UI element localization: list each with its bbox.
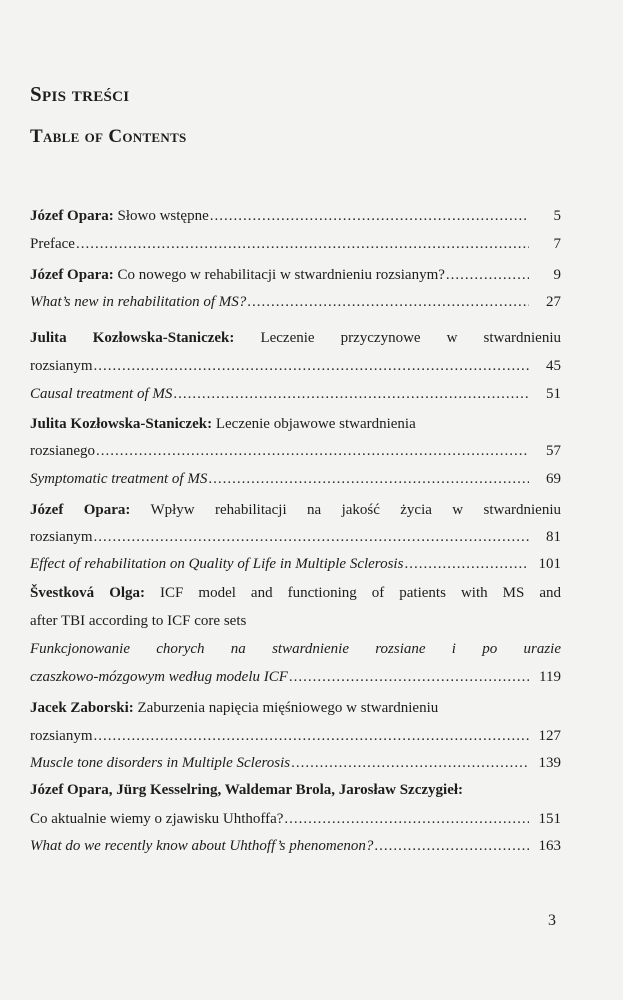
toc-page-number: 7: [553, 236, 561, 252]
toc-title: Effect of rehabilitation on Quality of Life in Multiple Sclerosis: [30, 556, 404, 572]
toc-page-number: 101: [538, 556, 561, 572]
toc-line: [30, 697, 561, 719]
toc-leader-dots: [374, 835, 529, 857]
toc-entry-text: [30, 752, 290, 774]
toc-page-number: 45: [546, 358, 561, 374]
toc-line: [30, 638, 561, 660]
heading-english: Table of Contents: [30, 126, 187, 147]
toc-entry-text: [30, 725, 92, 747]
toc-leader-dots: [247, 291, 529, 313]
toc-author: Julita Kozłowska-Staniczek:: [30, 416, 213, 432]
toc-line: [30, 233, 561, 255]
toc-entry-text: [30, 233, 75, 255]
toc-entry-text: [30, 582, 561, 604]
toc-leader-dots: [284, 808, 529, 830]
toc-line: [30, 835, 561, 857]
toc-line: [30, 553, 561, 575]
toc-entry-text: [30, 440, 95, 462]
toc-page-number: 151: [538, 811, 561, 827]
toc-page-number: 51: [546, 386, 561, 402]
toc-entry-text: [30, 808, 283, 830]
toc-title: Causal treatment of MS: [30, 386, 173, 402]
toc-leader-dots: [76, 233, 529, 255]
toc-leader-dots: [93, 725, 529, 747]
toc-page-number: 163: [538, 838, 561, 854]
toc-title: Muscle tone disorders in Multiple Sclerosis: [30, 755, 291, 771]
toc-line: [30, 291, 561, 313]
toc-leader-dots: [93, 355, 529, 377]
toc-author: Švestková Olga:: [30, 585, 146, 601]
toc-page-number: 27: [546, 294, 561, 310]
toc-line: [30, 582, 561, 604]
toc-line: [30, 610, 561, 632]
toc-title: rozsianego: [30, 443, 95, 459]
toc-entry-text: [30, 526, 92, 548]
toc-title: rozsianym: [30, 358, 93, 374]
toc-entry-text: [30, 355, 92, 377]
toc-entry-text: [30, 835, 373, 857]
toc-line: [30, 468, 561, 490]
toc-leader-dots: [404, 553, 529, 575]
toc-line: [30, 779, 561, 801]
toc-title: Co nowego w rehabilitacji w stwardnieniu rozsianym?: [113, 267, 445, 283]
toc-author: Julita Kozłowska-Staniczek:: [30, 330, 235, 346]
toc-entry-text: [30, 638, 561, 660]
toc-author: Jacek Zaborski:: [30, 700, 134, 716]
toc-entry-text: [30, 468, 207, 490]
toc-entry-text: [30, 666, 288, 688]
toc-title: Funkcjonowanie chorych na stwardnienie rozsiane i po urazie: [30, 641, 561, 657]
toc-author: Józef Opara:: [30, 502, 131, 518]
toc-line: [30, 752, 561, 774]
toc-entry-text: [30, 499, 561, 521]
toc-line: [30, 355, 561, 377]
toc-title: czaszkowo-mózgowym według modelu ICF: [30, 669, 288, 685]
toc-title: Słowo wstępne: [113, 208, 209, 224]
toc-line: [30, 413, 561, 435]
toc-page-number: 127: [538, 728, 561, 744]
toc-line: [30, 264, 561, 286]
toc-leader-dots: [208, 468, 529, 490]
toc-page-number: 57: [546, 443, 561, 459]
toc-title: rozsianym: [30, 728, 93, 744]
toc-title: Leczenie przyczynowe w stwardnieniu: [234, 330, 561, 346]
toc-page-number: 81: [546, 529, 561, 545]
toc-line: [30, 499, 561, 521]
toc-entry-text: [30, 205, 209, 227]
toc-line: [30, 725, 561, 747]
toc-leader-dots: [289, 666, 529, 688]
toc-entry-text: [30, 413, 416, 435]
toc-title: Co aktualnie wiemy o zjawisku Uhthoffa?: [30, 811, 284, 827]
toc-author: Józef Opara:: [30, 208, 114, 224]
toc-author: Józef Opara, Jürg Kesselring, Waldemar Brola, Jarosław Szczygieł:: [30, 782, 464, 798]
toc-title: Leczenie objawowe stwardnienia: [212, 416, 416, 432]
toc-leader-dots: [93, 526, 529, 548]
toc-line: [30, 327, 561, 349]
page-number: 3: [548, 912, 556, 929]
toc-leader-dots: [210, 205, 529, 227]
toc-page-number: 139: [538, 755, 561, 771]
toc-line: [30, 383, 561, 405]
toc-line: [30, 440, 561, 462]
toc-title: What do we recently know about Uhthoff’s phenomenon?: [30, 838, 374, 854]
toc-page-number: 119: [539, 669, 561, 685]
toc-entry-text: [30, 610, 246, 632]
toc-title: Zaburzenia napięcia mięśniowego w stwardnieniu: [133, 700, 439, 716]
toc-title: Symptomatic treatment of MS: [30, 471, 208, 487]
toc-line: [30, 666, 561, 688]
toc-line: [30, 205, 561, 227]
toc-entry-text: [30, 697, 438, 719]
toc-author: Józef Opara:: [30, 267, 114, 283]
toc-entry-text: [30, 264, 445, 286]
toc-entry-text: [30, 327, 561, 349]
toc-entry-text: [30, 291, 246, 313]
toc-page-number: 9: [553, 267, 561, 283]
toc-title: after TBI according to ICF core sets: [30, 613, 247, 629]
toc-page-number: 69: [546, 471, 561, 487]
toc-title: ICF model and functioning of patients with MS and: [145, 585, 561, 601]
toc-title: Wpływ rehabilitacji na jakość życia w stwardnieniu: [130, 502, 561, 518]
toc-title: rozsianym: [30, 529, 93, 545]
toc-line: [30, 808, 561, 830]
toc-page-number: 5: [553, 208, 561, 224]
toc-entry-text: [30, 553, 403, 575]
toc-title: What’s new in rehabilitation of MS?: [30, 294, 247, 310]
toc-entry-text: [30, 779, 463, 801]
toc-title: Preface: [30, 236, 75, 252]
toc-leader-dots: [173, 383, 529, 405]
toc-leader-dots: [446, 264, 529, 286]
toc-line: [30, 526, 561, 548]
toc-leader-dots: [291, 752, 529, 774]
toc-entry-text: [30, 383, 172, 405]
heading-polish: Spis treści: [30, 82, 130, 106]
toc-leader-dots: [96, 440, 529, 462]
